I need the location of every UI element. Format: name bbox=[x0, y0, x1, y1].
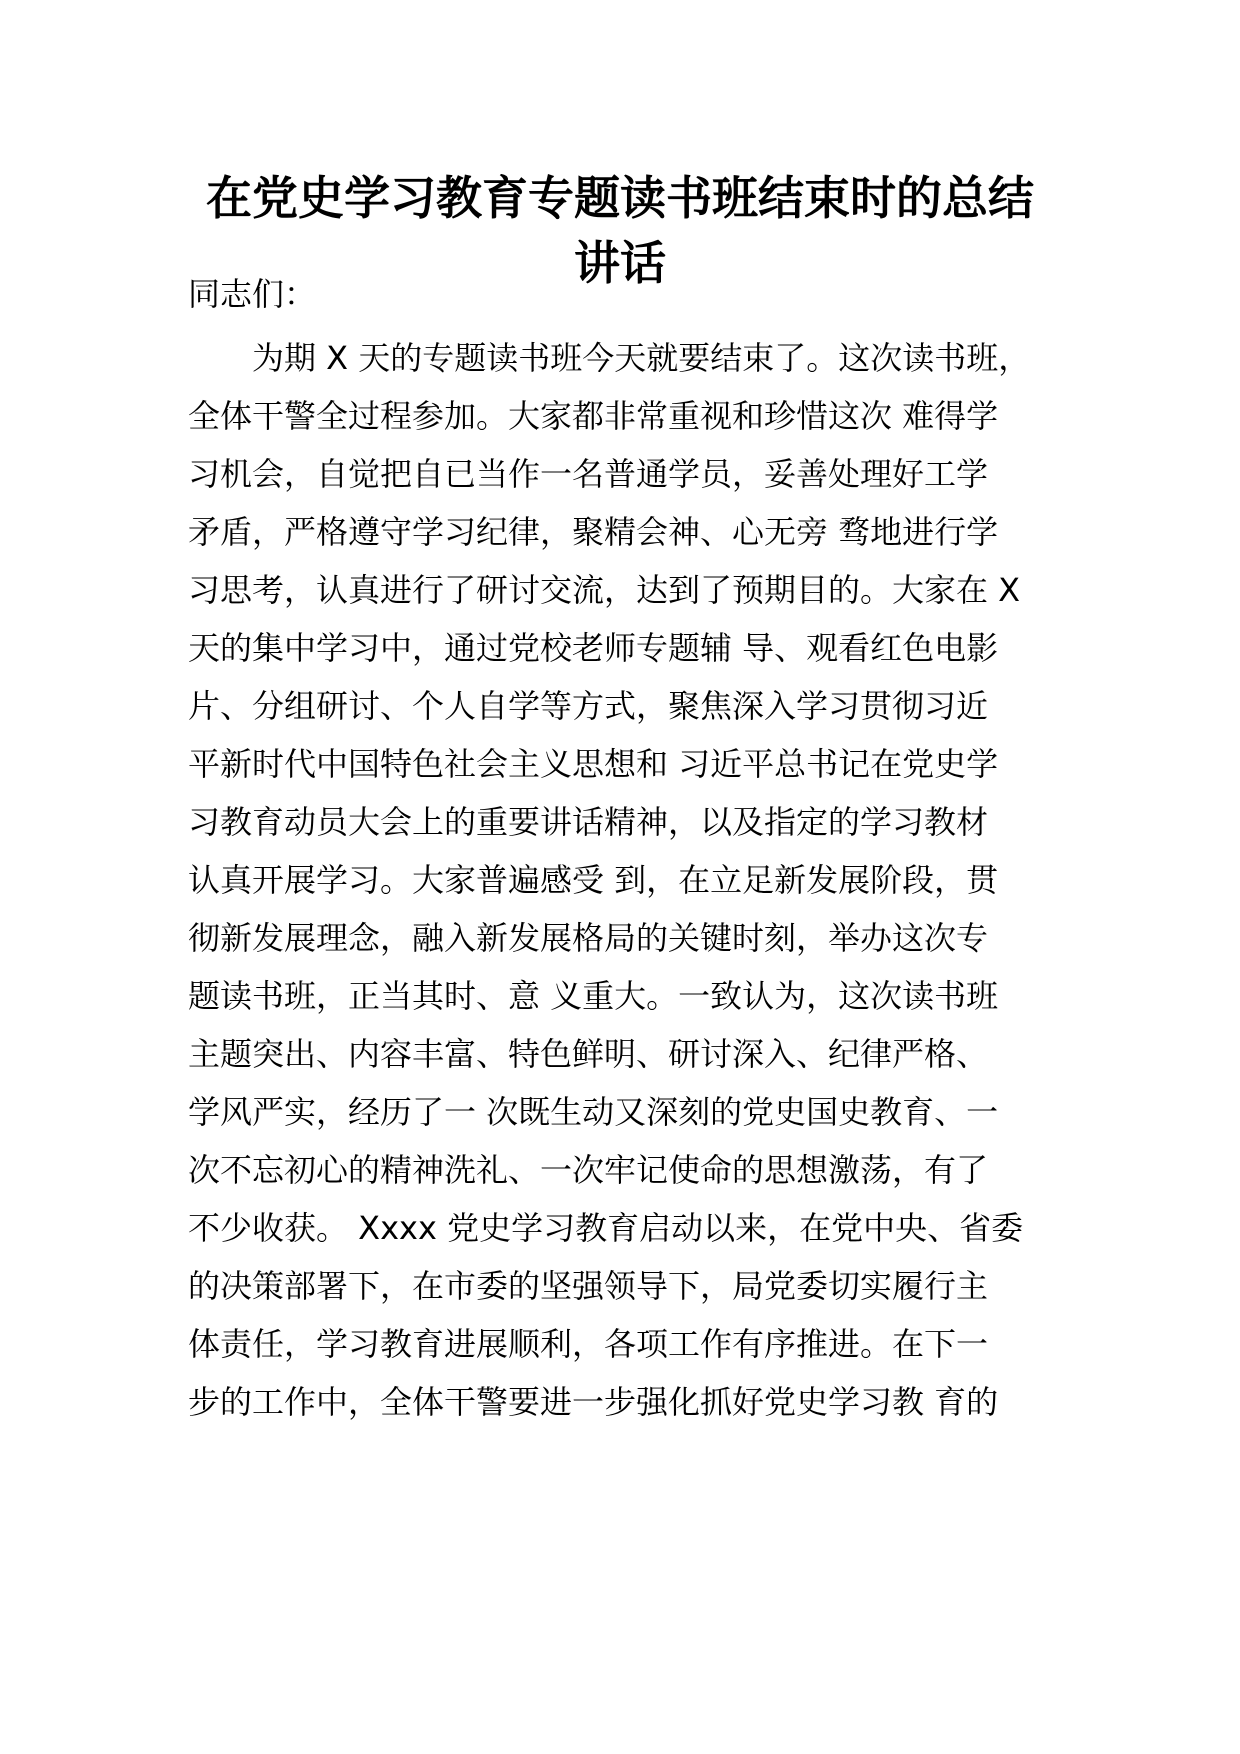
body-line: 的决策部署下，在市委的坚强领导下，局党委切实履行主 bbox=[188, 1267, 989, 1305]
body-line: 学风严实，经历了一 次既生动又深刻的党史国史教育、一 bbox=[188, 1093, 999, 1131]
body-line: 认真开展学习。大家普遍感受 到，在立足新发展阶段，贯 bbox=[188, 861, 999, 899]
body-line: 步的工作中，全体干警要进一步强化抓好党史学习教 育的 bbox=[188, 1383, 999, 1421]
body-line: 题读书班，正当其时、意 义重大。一致认为，这次读书班 bbox=[188, 977, 999, 1015]
body-line: 习教育动员大会上的重要讲话精神，以及指定的学习教材 bbox=[188, 803, 989, 841]
body-line: 体责任，学习教育进展顺利，各项工作有序推进。在下一 bbox=[188, 1325, 989, 1363]
body-line: 全体干警全过程参加。大家都非常重视和珍惜这次 难得学 bbox=[188, 397, 999, 435]
body-line: 主题突出、内容丰富、特色鲜明、研讨深入、纪律严格、 bbox=[188, 1035, 989, 1073]
greeting: 同志们： bbox=[188, 275, 317, 313]
body-line: 习机会，自觉把自已当作一名普通学员，妥善处理好工学 bbox=[188, 455, 989, 493]
body-line: 为期 X 天的专题读书班今天就要结束了。这次读书班， bbox=[252, 339, 1031, 377]
body-line: 不少收获。 Xxxx 党史学习教育启动以来，在党中央、省委 bbox=[188, 1209, 1024, 1247]
body-line: 平新时代中国特色社会主义思想和 习近平总书记在党史学 bbox=[188, 745, 999, 783]
body-line: 次不忘初心的精神洗礼、一次牢记使命的思想激荡，有了 bbox=[188, 1151, 989, 1189]
body-line: 矛盾，严格遵守学习纪律，聚精会神、心无旁 骛地进行学 bbox=[188, 513, 999, 551]
body-line: 习思考，认真进行了研讨交流，达到了预期目的。大家在 X bbox=[188, 571, 1021, 609]
body-line: 天的集中学习中，通过党校老师专题辅 导、观看红色电影 bbox=[188, 629, 999, 667]
document-title-line-1: 在党史学习教育专题读书班结束时的总结 bbox=[206, 171, 1034, 225]
document-title-line-2: 讲话 bbox=[574, 236, 666, 290]
body-line: 片、分组研讨、个人自学等方式，聚焦深入学习贯彻习近 bbox=[188, 687, 989, 725]
body-line: 彻新发展理念，融入新发展格局的关键时刻，举办这次专 bbox=[188, 919, 989, 957]
